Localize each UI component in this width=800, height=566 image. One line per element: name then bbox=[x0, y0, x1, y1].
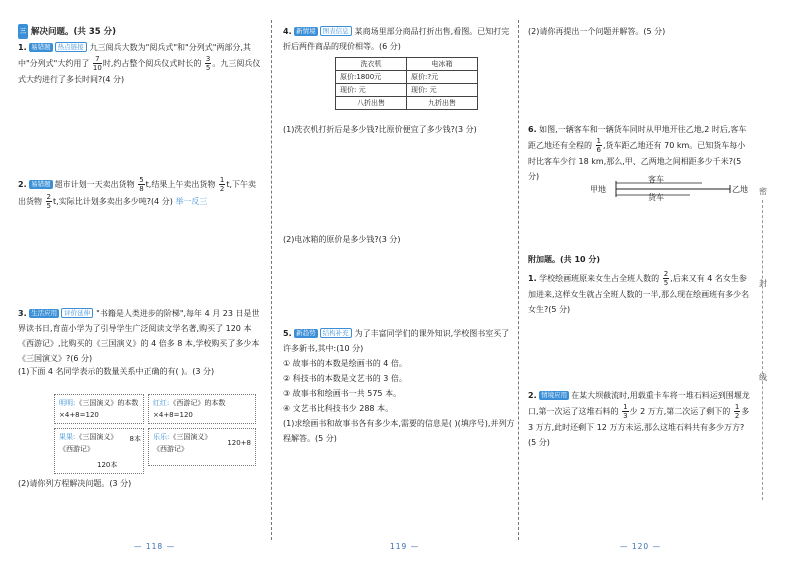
page-number: — 118 — bbox=[134, 542, 176, 551]
column-1 bbox=[18, 0, 263, 566]
q1-tag: 易错题 bbox=[31, 43, 51, 51]
q3-sub1: (1)下面 4 名同学表示的数量关系中正确的有( )。(3 分) bbox=[18, 367, 215, 376]
q5-fact: ④ 文艺书比科技书少 288 本。 bbox=[283, 404, 394, 413]
option-lele: 乐乐:《三国演义》 《西游记》 120+8 bbox=[148, 428, 256, 466]
seal-mark: 线 bbox=[759, 373, 767, 382]
question-5: 5. 新趋势 结构补充 为了丰富同学们的课外知识,学校图书室买了许多新书,其中:(10 分) bbox=[283, 329, 510, 353]
q4-sub1: (1)洗衣机打折后是多少钱?比原价便宜了多少钱?(3 分) bbox=[283, 125, 477, 134]
q5-fact: ② 科技书的本数是文艺书的 3 倍。 bbox=[283, 374, 407, 383]
page-number: 119 — bbox=[390, 542, 420, 551]
page-number: — 120 — bbox=[620, 542, 662, 551]
q2-tag: 易错题 bbox=[31, 180, 51, 188]
q4-sub2: (2)电冰箱的原价是多少钱?(3 分) bbox=[283, 235, 401, 244]
question-6: 6. 如图,一辆客车和一辆货车同时从甲地开往乙地,2 时后,客车距乙地还有全程的 $\frac{1}{6}$ ,货车距乙地还有 70 km。已知货车每小时比客车少行 18 km,那么,甲、乙两地之间相距多少千米?(5 分) bbox=[528, 125, 747, 181]
fraction: $\frac{3}{5}$ bbox=[205, 55, 211, 72]
extra-heading: 附加题。(共 10 分) bbox=[528, 255, 601, 264]
column-2 bbox=[283, 0, 515, 566]
q1-tag2: 热点链接 bbox=[55, 42, 87, 52]
option-honghong: 红红:《西游记》的本数×4+8=120 bbox=[148, 394, 256, 424]
fraction: $\frac{5}{8}$ bbox=[139, 176, 144, 193]
q3-sub2: (2)请你列方程解决问题。(3 分) bbox=[18, 479, 132, 488]
q4-tag2: 图表信息 bbox=[320, 26, 352, 36]
seal-mark: 封 bbox=[759, 279, 767, 288]
link-jyfs[interactable]: 举一反三 bbox=[175, 197, 208, 206]
option-guoguo: 果果:《三国演义》 《西游记》 8本 120本 bbox=[54, 428, 144, 474]
fraction: $\frac{1}{2}$ bbox=[734, 403, 740, 420]
q5-tag: 新趋势 bbox=[296, 329, 316, 337]
fraction: $\frac{2}{5}$ bbox=[46, 193, 52, 210]
fraction: $\frac{1}{3}$ bbox=[623, 403, 628, 420]
q5-fact: ③ 故事书和绘画书一共 575 本。 bbox=[283, 389, 402, 398]
page-divider bbox=[518, 20, 519, 540]
distance-diagram: 甲地 乙地 客车 货车 bbox=[590, 175, 748, 202]
q4-tag: 新情境 bbox=[296, 27, 316, 35]
option-mingming: 明明:《三国演义》的本数×4+8=120 bbox=[54, 394, 144, 424]
section-title: 解决问题。(共 35 分) bbox=[30, 27, 117, 37]
fraction: $\frac{1}{6}$ bbox=[596, 137, 602, 154]
e2-tag: 情境应用 bbox=[541, 391, 568, 399]
q3-tag: 生活应用 bbox=[31, 309, 58, 317]
column-3 bbox=[528, 0, 750, 566]
fraction: $\frac{7}{10}$ bbox=[92, 55, 102, 72]
page-divider bbox=[271, 20, 272, 540]
seal-line bbox=[762, 200, 763, 500]
extra-question-1: 1. 学校绘画班原来女生占全班人数的 $\frac{2}{5}$ ,后来又有 4 名女生参加进来,这样女生就占全班人数的一半,那么现在绘画班有多少名女生?(5 分) bbox=[528, 270, 750, 314]
seal-mark: 密 bbox=[759, 187, 767, 196]
price-table: 洗衣机 电冰箱 原价:1800元 原价:?元 现价: 元 现价: 元 八折出售 九折出售 bbox=[335, 57, 478, 110]
question-3: 3. 生活应用 评价延伸 "书籍是人类进步的阶梯",每年 4 月 23 日是世界读书日,育苗小学为了引导学生广泛阅读文学名著,购买了 120 本《西游记》,比购买的《三国演义》的 4 倍多 8 本,学校购买了多少本《三国演义》?(6 分) bbox=[18, 309, 260, 363]
fraction: $\frac{1}{2}$ bbox=[219, 176, 225, 193]
question-4: 4. 新情境 图表信息 某商场里部分商品打折出售,看图。已知打完折后两件商品的现价相等。(6 分) bbox=[283, 27, 510, 51]
q3-tag2: 评价延伸 bbox=[61, 308, 93, 318]
q5-sub1: (1)求绘画书和故事书各有多少本,需要的信息是( )(填序号),并列方程解答。(5 分) bbox=[283, 419, 515, 443]
section-heading bbox=[18, 24, 263, 40]
section-icon: 三 bbox=[18, 24, 28, 39]
extra-question-2: 2. 情境应用 在某大坝截流时,用载重卡车将一堆石料运到围堰龙口,第一次运了这堆石料的 $\frac{1}{3}$ 少 2 万方,第二次运了剩下的 $\frac{1}{2}$ 多 3 万方,此时还剩下 12 万方未运,那么这堆石料共有多少万方?(5 分) bbox=[528, 391, 750, 447]
question-2: 2. 易错题 超市计划一天卖出货物 $\frac{5}{8}$ t,结果上午卖出货物 $\frac{1}{2}$ t,下午卖出货物 $\frac{2}{5}$ t,实际比计划多卖出多少吨?(4 分) 举一反三 bbox=[18, 176, 257, 210]
fraction: $\frac{2}{5}$ bbox=[663, 270, 669, 287]
question-1: 1. 易错题 热点链接 九三阅兵大数为"阅兵式"和"分列式"两部分,其中"分列式"大约用了 $\frac{7}{10}$ 时,约占整个阅兵仪式时长的 $\frac{3}{5}$ 。九三阅兵仪式大约进行了多长时间?(4 分) bbox=[18, 43, 261, 84]
q5-fact: ① 故事书的本数是绘画书的 4 倍。 bbox=[283, 359, 407, 368]
q5-tag2: 结构补充 bbox=[320, 328, 352, 338]
q5-sub2: (2)请你再提出一个问题并解答。(5 分) bbox=[528, 27, 666, 36]
diagram-lines bbox=[590, 176, 750, 202]
